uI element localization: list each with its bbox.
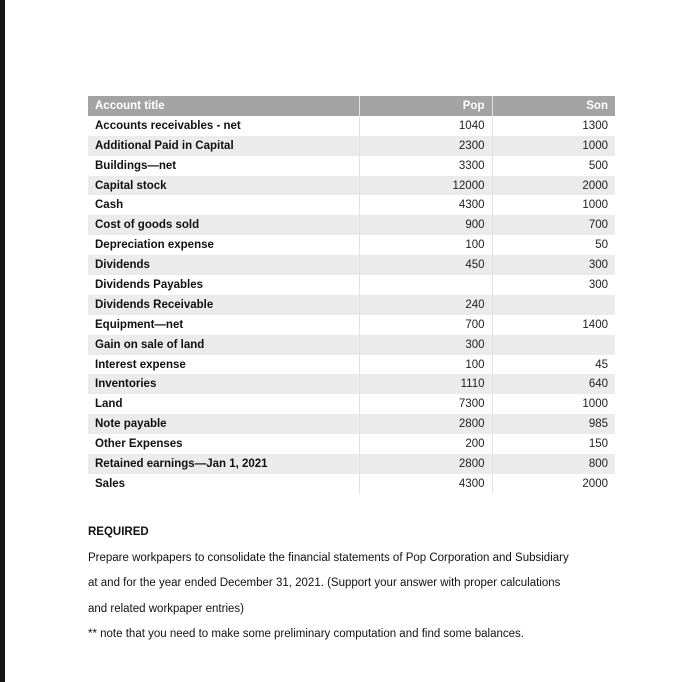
- son-cell: 985: [492, 414, 615, 434]
- son-cell: 500: [492, 156, 615, 176]
- table-row: [88, 176, 615, 196]
- account-cell: Additional Paid in Capital: [88, 136, 359, 156]
- son-cell: 50: [492, 235, 615, 255]
- son-cell: 800: [492, 454, 615, 474]
- pop-cell: 2800: [359, 454, 492, 474]
- pop-cell: 700: [359, 315, 492, 335]
- account-cell: Other Expenses: [88, 434, 359, 454]
- account-cell: Land: [88, 394, 359, 414]
- account-cell: Buildings—net: [88, 156, 359, 176]
- table-row: [88, 235, 615, 255]
- son-cell: 45: [492, 355, 615, 375]
- pop-cell: 100: [359, 355, 492, 375]
- table-row: [88, 474, 615, 494]
- table-row: [88, 195, 615, 215]
- required-line: ** note that you need to make some preliminary computation and find some balances.: [88, 628, 524, 640]
- table-row: [88, 355, 615, 375]
- table-row: [88, 315, 615, 335]
- pop-cell: 450: [359, 255, 492, 275]
- pop-cell: 3300: [359, 156, 492, 176]
- account-cell: Note payable: [88, 414, 359, 434]
- son-cell: 700: [492, 215, 615, 235]
- header-son: Son: [492, 96, 615, 116]
- trial-balance-table: [88, 96, 615, 494]
- account-cell: Gain on sale of land: [88, 335, 359, 355]
- account-cell: Cash: [88, 195, 359, 215]
- account-cell: Dividends Payables: [88, 275, 359, 295]
- table-row: [88, 394, 615, 414]
- table-row: [88, 295, 615, 315]
- son-cell: 1300: [492, 116, 615, 136]
- son-cell: 1000: [492, 394, 615, 414]
- son-cell: 1000: [492, 195, 615, 215]
- pop-cell: [359, 275, 492, 295]
- pop-cell: 7300: [359, 394, 492, 414]
- son-cell: 1000: [492, 136, 615, 156]
- son-cell: 150: [492, 434, 615, 454]
- table-row: [88, 255, 615, 275]
- pop-cell: 12000: [359, 176, 492, 196]
- account-cell: Cost of goods sold: [88, 215, 359, 235]
- required-line: and related workpaper entries): [88, 602, 244, 615]
- account-cell: Dividends: [88, 255, 359, 275]
- pop-cell: 2300: [359, 136, 492, 156]
- required-heading: REQUIRED: [88, 526, 149, 538]
- pop-cell: 4300: [359, 195, 492, 215]
- pop-cell: 1110: [359, 374, 492, 394]
- son-cell: 300: [492, 275, 615, 295]
- pop-cell: 4300: [359, 474, 492, 494]
- son-cell: 300: [492, 255, 615, 275]
- window-edge: [0, 0, 5, 682]
- pop-cell: 200: [359, 434, 492, 454]
- account-cell: Interest expense: [88, 355, 359, 375]
- table-row: [88, 414, 615, 434]
- table-row: [88, 136, 615, 156]
- pop-cell: 900: [359, 215, 492, 235]
- table-row: [88, 434, 615, 454]
- table-row: [88, 374, 615, 394]
- son-cell: [492, 335, 615, 355]
- header-pop: Pop: [359, 96, 492, 116]
- account-cell: Equipment—net: [88, 315, 359, 335]
- account-cell: Capital stock: [88, 176, 359, 196]
- pop-cell: 240: [359, 295, 492, 315]
- table-row: [88, 116, 615, 136]
- account-cell: Inventories: [88, 374, 359, 394]
- account-cell: Sales: [88, 474, 359, 494]
- pop-cell: 300: [359, 335, 492, 355]
- table-row: [88, 335, 615, 355]
- table-header-row: [88, 96, 615, 116]
- required-section: [88, 520, 648, 648]
- son-cell: 2000: [492, 474, 615, 494]
- account-cell: Depreciation expense: [88, 235, 359, 255]
- account-cell: Accounts receivables - net: [88, 116, 359, 136]
- required-line: at and for the year ended December 31, 2021. (Support your answer with proper calculations: [88, 577, 561, 589]
- pop-cell: 2800: [359, 414, 492, 434]
- pop-cell: 1040: [359, 116, 492, 136]
- table-row: [88, 215, 615, 235]
- son-cell: 2000: [492, 176, 615, 196]
- son-cell: [492, 295, 615, 315]
- required-line: Prepare workpapers to consolidate the financial statements of Pop Corporation and Subsidiary: [88, 551, 569, 564]
- pop-cell: 100: [359, 235, 492, 255]
- table-row: [88, 275, 615, 295]
- header-account-title: Account title: [88, 96, 359, 116]
- son-cell: 1400: [492, 315, 615, 335]
- account-cell: Dividends Receivable: [88, 295, 359, 315]
- account-cell: Retained earnings—Jan 1, 2021: [88, 454, 359, 474]
- son-cell: 640: [492, 374, 615, 394]
- table-row: [88, 156, 615, 176]
- table-row: [88, 454, 615, 474]
